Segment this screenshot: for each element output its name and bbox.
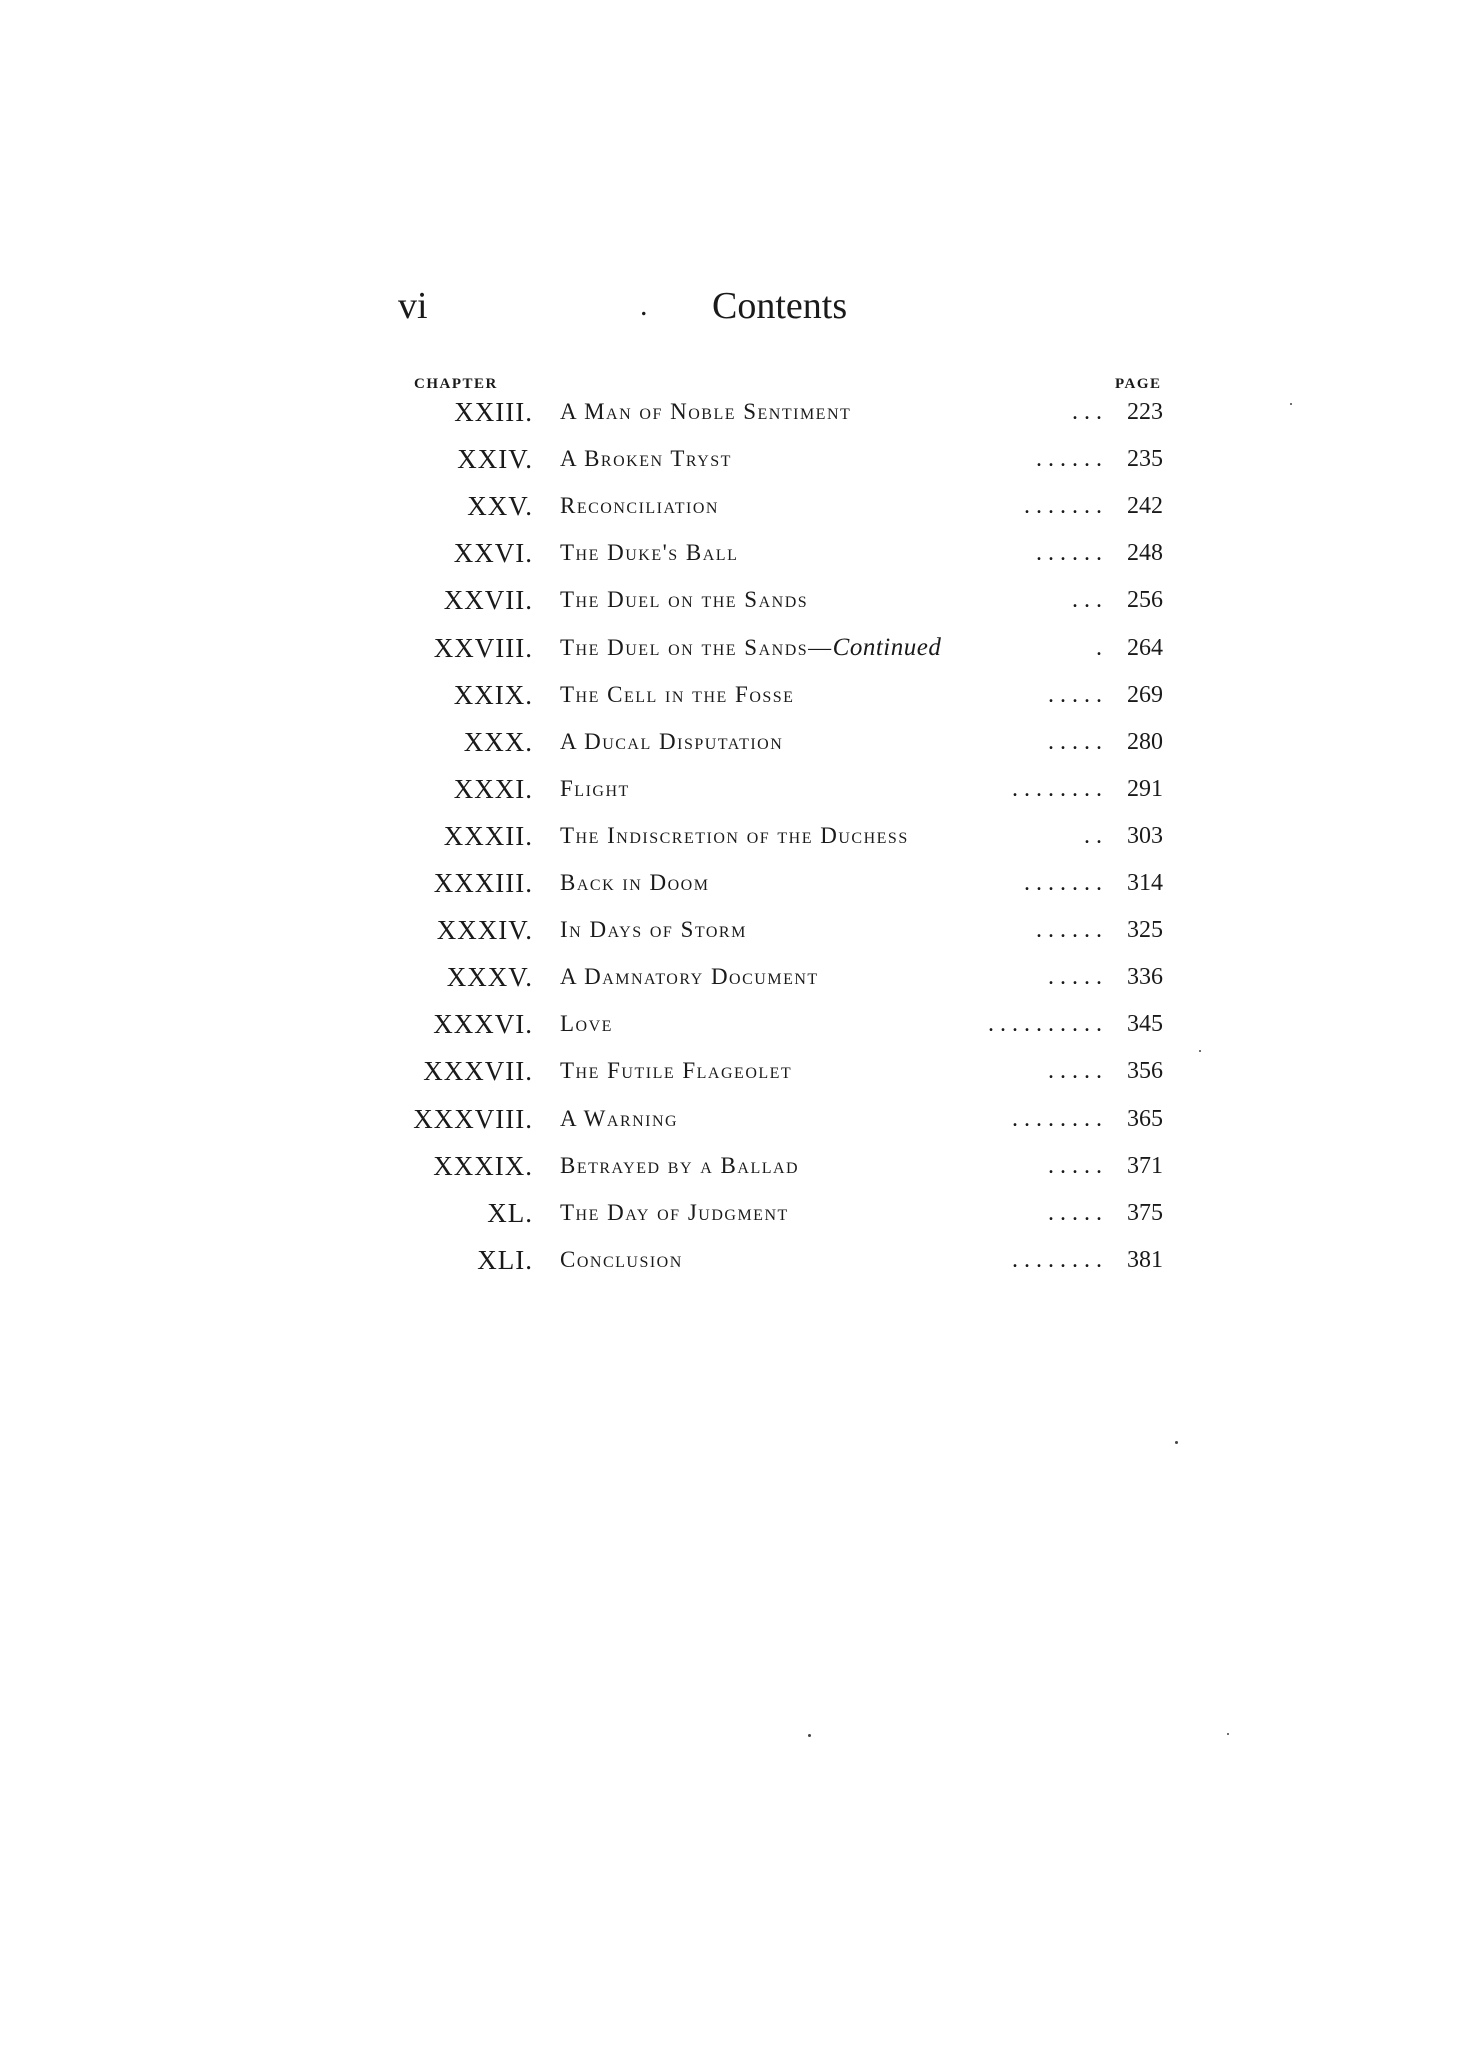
dot-leader: . . . . . xyxy=(1048,729,1102,755)
toc-row xyxy=(0,533,1470,573)
chapter-number: XXXIV. xyxy=(436,915,533,945)
page-reference: 375 xyxy=(1127,1200,1163,1226)
toc-row xyxy=(0,628,1470,668)
page-column-label: PAGE xyxy=(1115,376,1162,392)
toc-row xyxy=(0,1099,1470,1139)
chapter-title: A Damnatory Document xyxy=(560,964,819,989)
chapter-title: A Man of Noble Sentiment xyxy=(560,399,852,424)
dot-leader: . . . . . xyxy=(1048,964,1102,990)
dot-leader: . xyxy=(1096,635,1102,661)
dot-leader: . . xyxy=(1084,823,1102,849)
page-reference: 336 xyxy=(1127,964,1163,990)
dot-leader: . . . . . . . xyxy=(1024,870,1102,896)
chapter-title: Flight xyxy=(560,776,630,801)
toc-row xyxy=(0,1240,1470,1280)
chapter-number: XXX. xyxy=(463,727,533,757)
toc-row xyxy=(0,1004,1470,1044)
toc-row xyxy=(0,957,1470,997)
dot-leader: . . . xyxy=(1072,587,1102,613)
header-dot: . xyxy=(640,289,648,322)
scan-speck xyxy=(808,1734,811,1737)
chapter-title: In Days of Storm xyxy=(560,917,747,942)
chapter-title: Love xyxy=(560,1011,613,1036)
page-reference: 235 xyxy=(1127,446,1163,472)
chapter-title: Conclusion xyxy=(560,1247,683,1272)
dot-leader: . . . . . . . . . . xyxy=(988,1011,1102,1037)
chapter-number: XXIII. xyxy=(454,397,533,427)
chapter-number: XXXI. xyxy=(453,774,533,804)
toc-row xyxy=(0,816,1470,856)
dot-leader: . . . . . . xyxy=(1036,446,1102,472)
chapter-number: XXV. xyxy=(467,491,533,521)
page-reference: 264 xyxy=(1127,635,1163,661)
page-reference: 242 xyxy=(1127,493,1163,519)
chapter-number: XXVI. xyxy=(453,538,533,568)
page-reference: 345 xyxy=(1127,1011,1163,1037)
dot-leader: . . . . . xyxy=(1048,1153,1102,1179)
dot-leader: . . . . . . . . xyxy=(1012,1106,1102,1132)
chapter-title: The Duel on the Sands xyxy=(560,587,809,612)
chapter-title: A Broken Tryst xyxy=(560,446,732,471)
chapter-number: XXIX. xyxy=(453,680,533,710)
chapter-title: The Indiscretion of the Duchess xyxy=(560,823,909,848)
toc-row xyxy=(0,1051,1470,1091)
scan-speck xyxy=(1175,1441,1178,1444)
dot-leader: . . . . . xyxy=(1048,682,1102,708)
dot-leader: . . . . . . . xyxy=(1024,493,1102,519)
scan-speck xyxy=(1290,403,1292,405)
chapter-title: Betrayed by a Ballad xyxy=(560,1153,800,1178)
scan-speck xyxy=(1199,1050,1201,1052)
dot-leader: . . . . . . . . xyxy=(1012,1247,1102,1273)
toc-row xyxy=(0,675,1470,715)
page-number: vi xyxy=(398,285,428,327)
chapter-title: The Duel on the Sands—Continued xyxy=(560,634,942,661)
chapter-title: The Cell in the Fosse xyxy=(560,682,795,707)
chapter-number: XXXVI. xyxy=(433,1009,533,1039)
page-reference: 256 xyxy=(1127,587,1163,613)
chapter-number: XXXVIII. xyxy=(413,1104,533,1134)
chapter-title: Reconciliation xyxy=(560,493,719,518)
chapter-number: XXXVII. xyxy=(423,1056,533,1086)
chapter-number: XXIV. xyxy=(457,444,533,474)
chapter-number: XXXIII. xyxy=(433,868,533,898)
toc-row xyxy=(0,392,1470,432)
page-reference: 365 xyxy=(1127,1106,1163,1132)
chapter-title: A Ducal Disputation xyxy=(560,729,784,754)
page-reference: 325 xyxy=(1127,917,1163,943)
toc-row xyxy=(0,769,1470,809)
chapter-number: XXXII. xyxy=(443,821,533,851)
toc-row xyxy=(0,486,1470,526)
page-reference: 356 xyxy=(1127,1058,1163,1084)
page-reference: 248 xyxy=(1127,540,1163,566)
dot-leader: . . . . . xyxy=(1048,1058,1102,1084)
toc-row xyxy=(0,439,1470,479)
chapter-number: XLI. xyxy=(477,1245,533,1275)
page-reference: 291 xyxy=(1127,776,1163,802)
page-reference: 381 xyxy=(1127,1247,1163,1273)
dot-leader: . . . . . . . . xyxy=(1012,776,1102,802)
toc-row xyxy=(0,910,1470,950)
toc-row xyxy=(0,1146,1470,1186)
chapter-number: XXVIII. xyxy=(433,633,533,663)
chapter-title: A Warning xyxy=(560,1106,679,1131)
continued-marker: Continued xyxy=(832,634,942,661)
chapter-title: Back in Doom xyxy=(560,870,710,895)
running-title: Contents xyxy=(712,285,848,327)
dot-leader: . . . xyxy=(1072,399,1102,425)
chapter-column-label: CHAPTER xyxy=(414,376,498,392)
chapter-number: XL. xyxy=(487,1198,533,1228)
dot-leader: . . . . . xyxy=(1048,1200,1102,1226)
chapter-number: XXVII. xyxy=(443,585,533,615)
chapter-number: XXXV. xyxy=(446,962,533,992)
toc-row xyxy=(0,863,1470,903)
page-reference: 223 xyxy=(1127,399,1163,425)
toc-row xyxy=(0,722,1470,762)
chapter-number: XXXIX. xyxy=(433,1151,533,1181)
page-reference: 269 xyxy=(1127,682,1163,708)
toc-row xyxy=(0,580,1470,620)
dot-leader: . . . . . . xyxy=(1036,917,1102,943)
chapter-title: The Futile Flageolet xyxy=(560,1058,793,1083)
chapter-title: The Duke's Ball xyxy=(560,540,739,565)
page-reference: 303 xyxy=(1127,823,1163,849)
scan-speck xyxy=(1227,1733,1229,1735)
toc-row xyxy=(0,1193,1470,1233)
chapter-title: The Day of Judgment xyxy=(560,1200,789,1225)
dot-leader: . . . . . . xyxy=(1036,540,1102,566)
page-reference: 280 xyxy=(1127,729,1163,755)
page-reference: 371 xyxy=(1127,1153,1163,1179)
page-reference: 314 xyxy=(1127,870,1163,896)
